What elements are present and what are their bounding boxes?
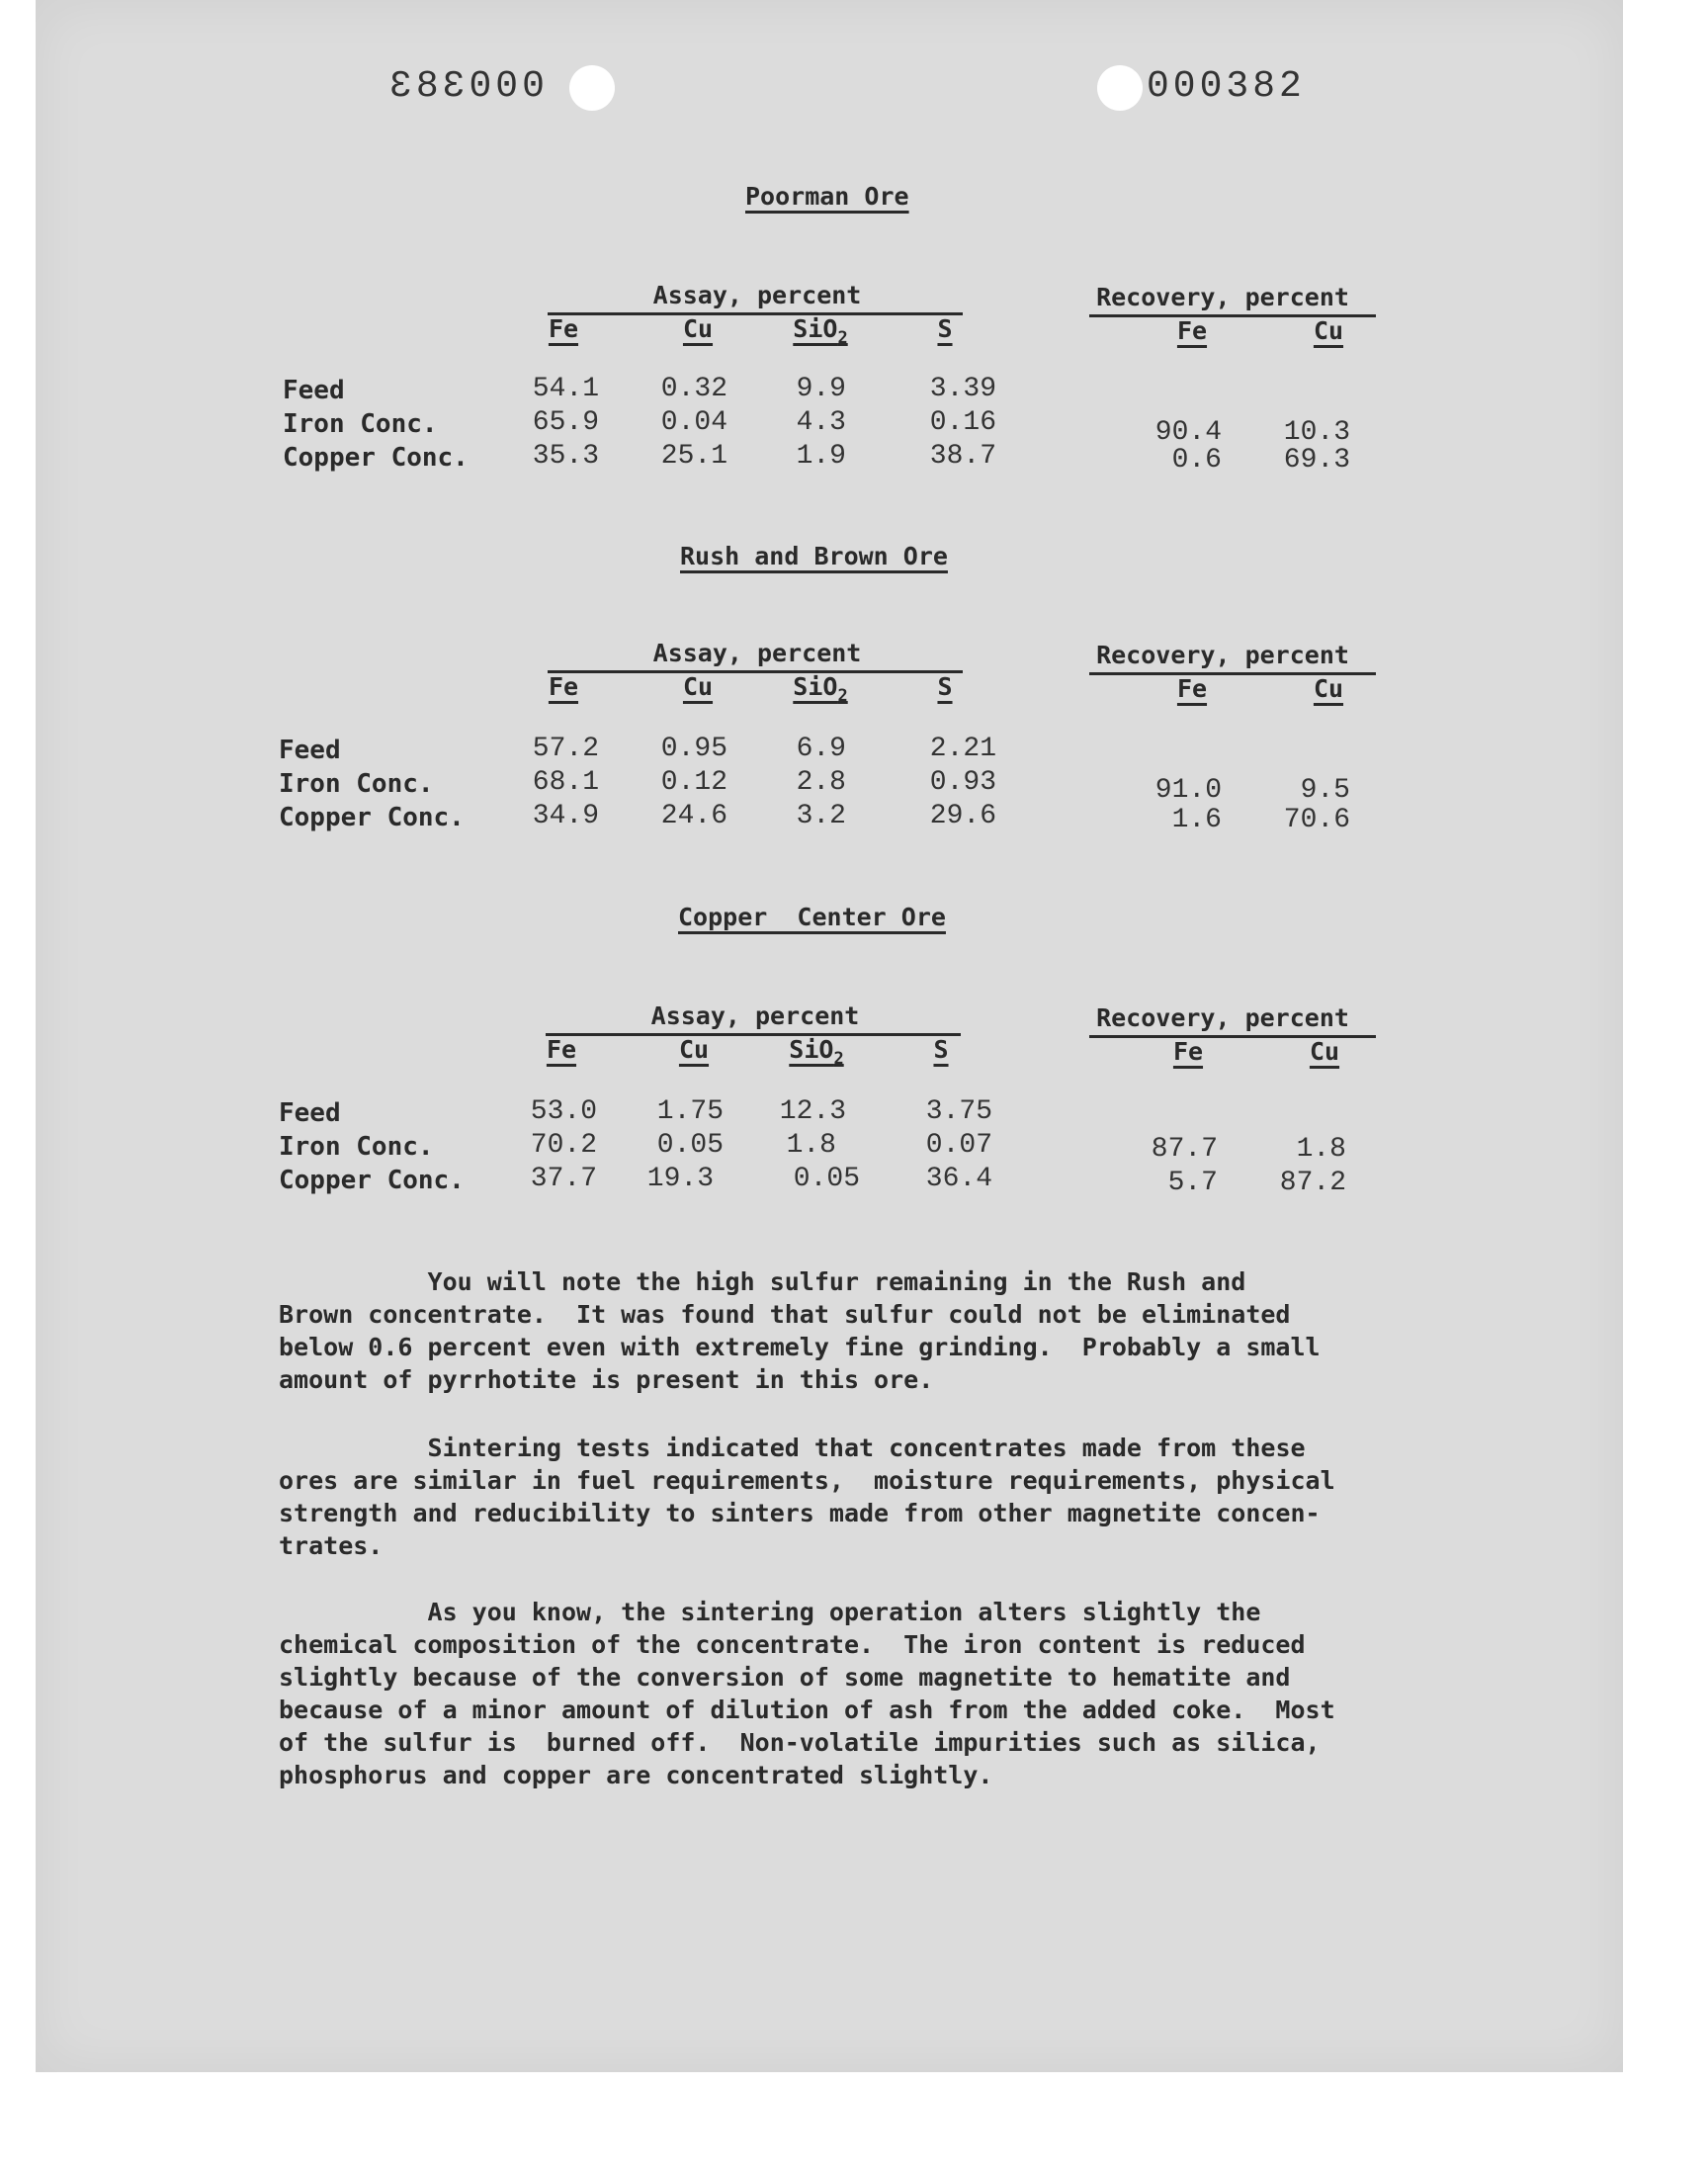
row-label-copper-conc: Copper Conc. (279, 803, 465, 832)
row-label-iron-conc: Iron Conc. (283, 409, 438, 439)
cell-feed-fe: 53.0 (530, 1096, 597, 1127)
row-label-feed: Feed (283, 376, 345, 405)
document-page (36, 0, 1623, 2072)
assay-header-rule (548, 312, 963, 315)
column-header-s: S (937, 314, 953, 343)
cell-feed-s: 3.75 (925, 1096, 992, 1127)
cell-feed-fe: 54.1 (532, 374, 599, 404)
cell-iron-conc-recovery-cu: 1.8 (1296, 1134, 1346, 1165)
cell-copper-conc-recovery-fe: 1.6 (1171, 805, 1222, 835)
cell-iron-conc-recovery-fe: 90.4 (1154, 417, 1222, 448)
column-header-recovery-fe: Fe (1176, 316, 1208, 345)
row-label-feed: Feed (279, 1098, 341, 1128)
cell-iron-conc-fe: 68.1 (532, 767, 599, 798)
assay-header: Assay, percent (652, 639, 862, 667)
cell-copper-conc-recovery-fe: 5.7 (1167, 1168, 1218, 1198)
cell-iron-conc-s: 0.16 (929, 407, 996, 438)
column-header-s: S (937, 672, 953, 701)
recovery-header: Recovery, percent (1096, 1003, 1349, 1032)
row-label-feed: Feed (279, 736, 341, 765)
cell-copper-conc-sio2: 1.9 (796, 441, 846, 472)
recovery-header: Recovery, percent (1096, 283, 1349, 311)
row-label-iron-conc: Iron Conc. (279, 1132, 434, 1162)
punch-hole-left (569, 65, 615, 111)
cell-iron-conc-cu: 0.12 (660, 767, 727, 798)
cell-iron-conc-recovery-fe: 91.0 (1154, 775, 1222, 806)
cell-copper-conc-s: 38.7 (929, 441, 996, 472)
cell-iron-conc-fe: 70.2 (530, 1130, 597, 1161)
cell-iron-conc-fe: 65.9 (532, 407, 599, 438)
cell-iron-conc-sio2: 1.8 (786, 1130, 836, 1161)
column-header-sio2: SiO$_2$ (789, 1035, 844, 1069)
cell-copper-conc-recovery-fe: 0.6 (1171, 445, 1222, 476)
cell-feed-cu: 0.32 (660, 374, 727, 404)
table-title: Rush and Brown Ore (680, 542, 948, 570)
cell-feed-sio2: 6.9 (796, 734, 846, 764)
paragraph-sintering-operation: As you know, the sintering operation alters slightly the chemical composition of the concentrate. The iron content is reduced slightly because of the conversion of some magnetite to hematite and because of a minor amount of dilution of ash from the added coke. Most of the sulfur is burned off. Non-volatile impurities such as silica, phosphorus and copper are concentrated slightly. (279, 1598, 1335, 1789)
cell-copper-conc-fe: 37.7 (530, 1164, 597, 1194)
paragraph-sulfur-note: You will note the high sulfur remaining in the Rush and Brown concentrate. It was found that sulfur could not be eliminated below 0.6 percent even with extremely fine grinding. Probably a small amount of pyrrhotite is present in this ore. (279, 1267, 1321, 1394)
cell-feed-cu: 1.75 (656, 1096, 724, 1127)
column-header-recovery-cu: Cu (1309, 1037, 1340, 1066)
punch-hole-right (1097, 65, 1143, 111)
column-header-cu: Cu (682, 672, 714, 701)
assay-header-rule (546, 1033, 961, 1036)
cell-copper-conc-s: 29.6 (929, 801, 996, 831)
column-header-s: S (933, 1035, 949, 1064)
column-header-recovery-cu: Cu (1313, 316, 1344, 345)
cell-feed-cu: 0.95 (660, 734, 727, 764)
row-label-iron-conc: Iron Conc. (279, 769, 434, 799)
cell-iron-conc-sio2: 4.3 (796, 407, 846, 438)
row-label-copper-conc: Copper Conc. (279, 1166, 465, 1195)
column-header-cu: Cu (682, 314, 714, 343)
cell-copper-conc-cu: 25.1 (660, 441, 727, 472)
cell-copper-conc-recovery-cu: 87.2 (1279, 1168, 1346, 1198)
cell-iron-conc-cu: 0.04 (660, 407, 727, 438)
cell-feed-s: 3.39 (929, 374, 996, 404)
cell-copper-conc-fe: 35.3 (532, 441, 599, 472)
cell-iron-conc-s: 0.07 (925, 1130, 992, 1161)
column-header-recovery-fe: Fe (1176, 674, 1208, 703)
cell-copper-conc-cu: 24.6 (660, 801, 727, 831)
column-header-sio2: SiO$_2$ (793, 314, 848, 348)
column-header-fe: Fe (548, 314, 579, 343)
cell-copper-conc-sio2: 0.05 (793, 1164, 860, 1194)
cell-copper-conc-recovery-cu: 70.6 (1283, 805, 1350, 835)
cell-feed-sio2: 9.9 (796, 374, 846, 404)
column-header-recovery-fe: Fe (1172, 1037, 1204, 1066)
cell-iron-conc-s: 0.93 (929, 767, 996, 798)
recovery-header: Recovery, percent (1096, 641, 1349, 669)
cell-iron-conc-recovery-cu: 10.3 (1283, 417, 1350, 448)
assay-header-rule (548, 670, 963, 673)
cell-feed-sio2: 12.3 (779, 1096, 846, 1127)
cell-iron-conc-sio2: 2.8 (796, 767, 846, 798)
cell-iron-conc-recovery-fe: 87.7 (1151, 1134, 1218, 1165)
column-header-sio2: SiO$_2$ (793, 672, 848, 706)
column-header-fe: Fe (548, 672, 579, 701)
cell-copper-conc-recovery-cu: 69.3 (1283, 445, 1350, 476)
cell-copper-conc-cu: 19.3 (646, 1164, 714, 1194)
column-header-recovery-cu: Cu (1313, 674, 1344, 703)
cell-iron-conc-recovery-cu: 9.5 (1300, 775, 1350, 806)
cell-copper-conc-sio2: 3.2 (796, 801, 846, 831)
page-number: 000382 (1147, 65, 1306, 108)
column-header-fe: Fe (546, 1035, 577, 1064)
cell-copper-conc-s: 36.4 (925, 1164, 992, 1194)
paragraph-sintering-tests: Sintering tests indicated that concentrates made from these ores are similar in fuel requirements, moisture requirements, physical strength and reducibility to sinters made from other magnetite concen- trates. (279, 1434, 1335, 1560)
table-title: Poorman Ore (745, 182, 909, 211)
row-label-copper-conc: Copper Conc. (283, 443, 469, 473)
assay-header: Assay, percent (650, 1001, 860, 1030)
cell-feed-fe: 57.2 (532, 734, 599, 764)
assay-header: Assay, percent (652, 281, 862, 309)
page-number-mirrored: 000383 (385, 65, 545, 108)
table-title: Copper Center Ore (678, 903, 946, 931)
cell-iron-conc-cu: 0.05 (656, 1130, 724, 1161)
cell-feed-s: 2.21 (929, 734, 996, 764)
column-header-cu: Cu (678, 1035, 710, 1064)
cell-copper-conc-fe: 34.9 (532, 801, 599, 831)
